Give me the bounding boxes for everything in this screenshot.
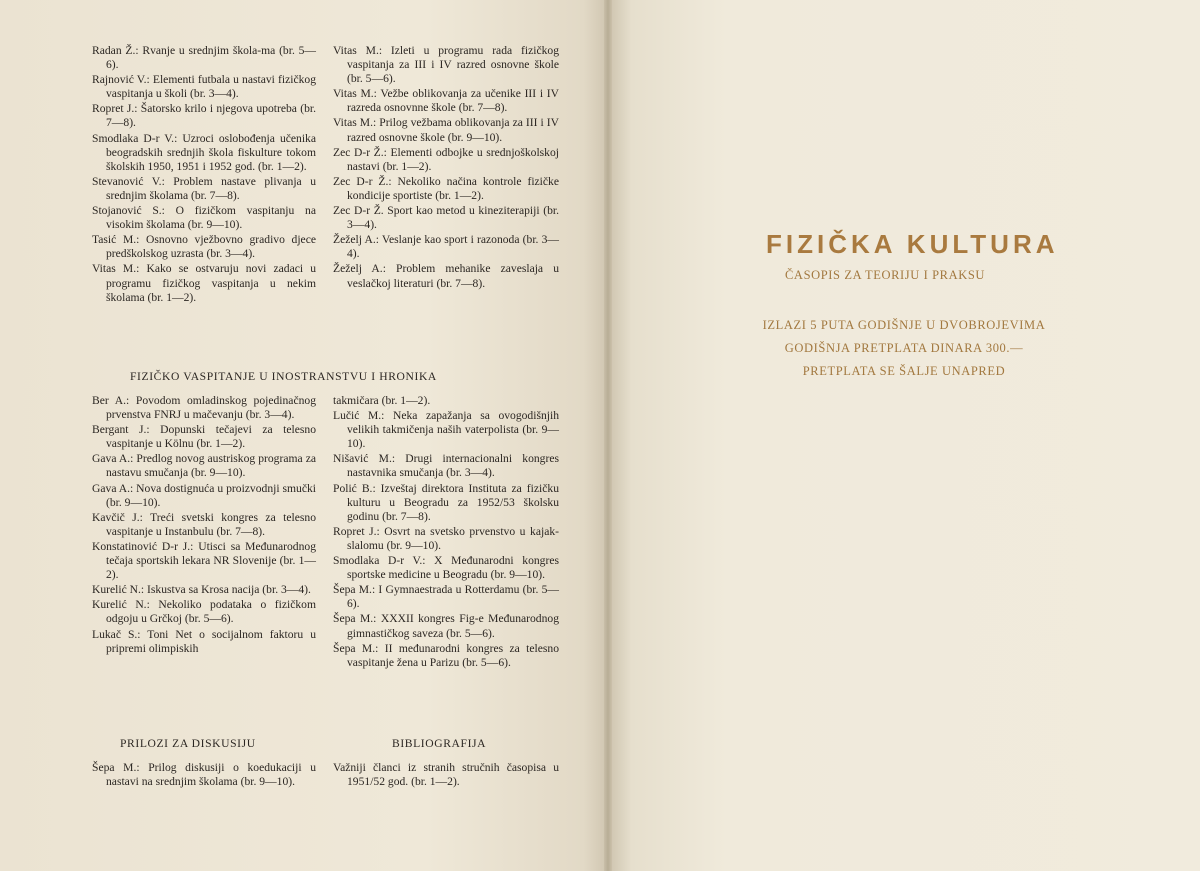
journal-title: FIZIČKA KULTURA	[766, 229, 1059, 259]
section-heading-abroad: FIZIČKO VASPITANJE U INOSTRANSTVU I HRONIKA	[130, 370, 437, 383]
index-column-1-discussion	[92, 761, 316, 790]
index-entry: Vitas M.: Kako se ostvaruju novi zadaci u programu fizičkog vaspitanja u nekim školama (br. 1—2).	[92, 262, 316, 304]
index-entry: Stevanović V.: Problem nastave plivanja u srednjim školama (br. 7—8).	[92, 174, 316, 202]
index-entry: Šepa M.: I Gymnaestrada u Rotterdamu (br. 5—6).	[333, 583, 559, 611]
index-entry: Rajnović V.: Elementi futbala u nastavi fizičkog vaspitanja u školi (br. 3—4).	[92, 73, 316, 101]
index-entry: Šepa M.: Prilog diskusiji o koedukaciji u nastavi na srednjim školama (br. 9—10).	[92, 761, 316, 789]
index-entry: Lučić M.: Neka zapažanja sa ovogodišnjih velikih takmičenja naših vaterpolista (br. 9—10).	[333, 409, 559, 451]
index-entry: Zec D-r Ž.: Elementi odbojke u srednjoškolskoj nastavi (br. 1—2).	[333, 145, 559, 173]
index-entry: Tasić M.: Osnovno vježbovno gradivo djece predškolskog uzrasta (br. 3—4).	[92, 233, 316, 261]
index-column-2-top	[333, 44, 559, 292]
index-column-1-abroad	[92, 394, 316, 657]
index-entry: Kavčič J.: Treći svetski kongres za telesno vaspitanje u Instanbulu (br. 7—8).	[92, 510, 316, 538]
index-entry: Gava A.: Nova dostignuća u proizvodnji smučki (br. 9—10).	[92, 481, 316, 509]
index-entry: Vitas M.: Vežbe oblikovanja za učenike III i IV razreda osnovnne škole (br. 7—8).	[333, 87, 559, 115]
index-entry: Ropret J.: Šatorsko krilo i njegova upotreba (br. 7—8).	[92, 102, 316, 130]
index-entry: Važniji članci iz stranih stručnih časopisa u 1951/52 god. (br. 1—2).	[333, 761, 559, 789]
section-heading-discussion: PRILOZI ZA DISKUSIJU	[120, 737, 256, 750]
index-entry: Vitas M.: Prilog vežbama oblikovanja za III i IV razred osnovne škole (br. 9—10).	[333, 116, 559, 144]
index-entry: Kurelić N.: Nekoliko podataka o fizičkom odgoju u Grčkoj (br. 5—6).	[92, 598, 316, 626]
index-entry: Konstatinović D-r J.: Utisci sa Međunarodnog tečaja sportskih lekara NR Slovenije (br. 1—2).	[92, 539, 316, 582]
index-entry: Gava A.: Predlog novog austriskog programa za nastavu smučanja (br. 9—10).	[92, 452, 316, 480]
index-entry: Šepa M.: II međunarodni kongres za telesno vaspitanje žena u Parizu (br. 5—6).	[333, 641, 559, 669]
index-entry: Šepa M.: XXXII kongres Fig-e Međunarodnog gimnastičkog saveza (br. 5—6).	[333, 612, 559, 640]
index-entry: Smodlaka D-r V.: Uzroci oslobođenja učenika beogradskih srednjih škola fiskulture tokom školskih 1950, 1951 i 1952 god. (br. 1—2).	[92, 131, 316, 173]
index-column-1-top	[92, 44, 316, 306]
index-entry: Nišavić M.: Drugi internacionalni kongres nastavnika smučanja (br. 3—4).	[333, 452, 559, 480]
index-entry: Ropret J.: Osvrt na svetsko prvenstvo u kajak-slalomu (br. 9—10).	[333, 524, 559, 552]
index-entry: Bergant J.: Dopunski tečajevi za telesno vaspitanje u Kölnu (br. 1—2).	[92, 423, 316, 451]
index-entry: takmičara (br. 1—2).	[333, 394, 431, 407]
index-column-2-abroad	[333, 394, 559, 671]
index-entry: Smodlaka D-r V.: X Međunarodni kongres sportske medicine u Beogradu (br. 9—10).	[333, 554, 559, 582]
section-heading-bibliography: BIBLIOGRAFIJA	[392, 737, 487, 750]
publication-frequency: IZLAZI 5 PUTA GODIŠNJE U DVOBROJEVIMA	[762, 318, 1046, 332]
journal-subtitle: ČASOPIS ZA TEORIJU I PRAKSU	[785, 268, 986, 282]
index-entry: Zec D-r Ž. Sport kao metod u kineziterapiji (br. 3—4).	[333, 204, 559, 232]
subscription-price: GODIŠNJA PRETPLATA DINARA 300.—	[784, 341, 1024, 355]
index-entry: Stojanović S.: O fizičkom vaspitanju na visokim školama (br. 9—10).	[92, 204, 316, 232]
index-entry: Polić B.: Izveštaj direktora Instituta za fizičku kulturu u Beogradu za 1952/53 školsku godinu (br. 7—8).	[333, 481, 559, 523]
index-entry: Zec D-r Ž.: Nekoliko načina kontrole fizičke kondicije sportiste (br. 1—2).	[333, 174, 559, 202]
index-column-2-bibliography	[333, 761, 559, 790]
subscription-note: PRETPLATA SE ŠALJE UNAPRED	[802, 364, 1006, 378]
index-entry: Radan Ž.: Rvanje u srednjim škola-ma (br. 5—6).	[92, 44, 316, 72]
book-gutter	[604, 0, 612, 871]
index-entry: Žeželj A.: Veslanje kao sport i razonoda (br. 3—4).	[333, 233, 559, 261]
index-entry: Vitas M.: Izleti u programu rada fizičkog vaspitanja za III i IV razred osnovne škole (br. 5—6).	[333, 44, 559, 86]
index-entry: Ber A.: Povodom omladinskog pojedinačnog prvenstva FNRJ u mačevanju (br. 3—4).	[92, 394, 316, 422]
index-entry: Lukač S.: Toni Net o socijalnom faktoru u pripremi olimpiskih	[92, 627, 316, 655]
right-page	[608, 0, 1200, 871]
index-entry: Kurelić N.: Iskustva sa Krosa nacija (br. 3—4).	[92, 583, 311, 597]
index-entry: Žeželj A.: Problem mehanike zaveslaja u veslačkoj literaturi (br. 7—8).	[333, 262, 559, 290]
